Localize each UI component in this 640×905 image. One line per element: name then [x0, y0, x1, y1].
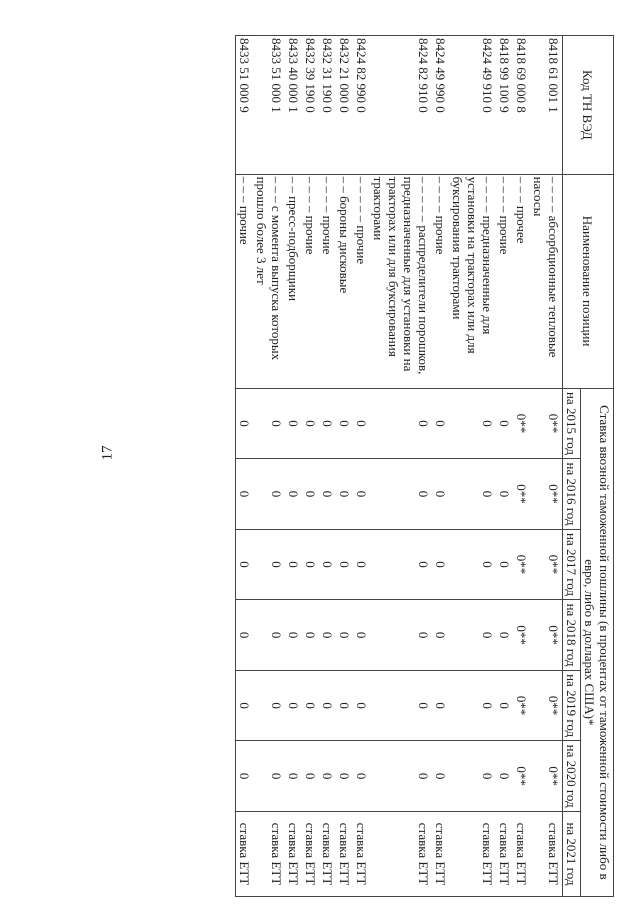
table-row	[513, 36, 530, 897]
row-rate: 0	[496, 600, 513, 671]
row-rate: ставка ЕТТ	[449, 811, 496, 896]
row-rate: 0**	[530, 741, 563, 812]
row-code: 8418 99 100 9	[496, 36, 513, 175]
row-rate: 0**	[513, 529, 530, 600]
table-body	[236, 36, 563, 897]
row-code: 8418 61 001 1	[530, 36, 563, 175]
row-rate: ставка ЕТТ	[285, 811, 302, 896]
row-name: – – – – предназначенные для установки на тракторах или для буксирования тракторами	[449, 174, 496, 388]
header-year: на 2017 год	[563, 529, 581, 600]
header-code: Код ТН ВЭД	[563, 36, 614, 175]
row-rate: ставка ЕТТ	[319, 811, 336, 896]
row-rate: 0**	[530, 529, 563, 600]
row-rate: 0	[449, 741, 496, 812]
row-name: – – бороны дисковые	[336, 174, 353, 388]
row-rate: 0	[353, 529, 370, 600]
row-rate: 0	[302, 388, 319, 459]
row-rate: 0	[370, 529, 432, 600]
row-rate: 0	[353, 670, 370, 741]
row-rate: 0	[236, 670, 254, 741]
row-code: 8432 31 190 0	[319, 36, 336, 175]
row-rate: 0	[302, 600, 319, 671]
table-row	[319, 36, 336, 897]
table-row	[353, 36, 370, 897]
row-name: – – – прочее	[513, 174, 530, 388]
row-rate: 0	[236, 600, 254, 671]
row-rate: 0	[319, 388, 336, 459]
row-rate: 0	[253, 529, 285, 600]
page-number: 17	[99, 445, 116, 461]
row-rate: 0	[236, 529, 254, 600]
header-name: Наименование позиции	[563, 174, 614, 388]
row-rate: 0	[432, 459, 449, 530]
table-row	[496, 36, 513, 897]
row-rate: 0	[336, 388, 353, 459]
row-name: – – – – прочие	[302, 174, 319, 388]
row-rate: 0	[496, 670, 513, 741]
table-row	[432, 36, 449, 897]
header-year: на 2021 год	[563, 811, 581, 896]
row-rate: 0	[496, 388, 513, 459]
row-rate: 0**	[513, 670, 530, 741]
row-rate: 0	[285, 670, 302, 741]
row-rate: 0	[449, 670, 496, 741]
row-rate: 0	[449, 600, 496, 671]
row-rate: 0	[319, 459, 336, 530]
row-code: 8424 82 910 0	[370, 36, 432, 175]
table-row	[236, 36, 254, 897]
table-row	[285, 36, 302, 897]
table-row	[530, 36, 563, 897]
row-rate: 0	[253, 741, 285, 812]
header-year: на 2016 год	[563, 459, 581, 530]
row-rate: ставка ЕТТ	[496, 811, 513, 896]
row-rate: 0	[353, 741, 370, 812]
row-rate: 0	[285, 459, 302, 530]
row-rate: ставка ЕТТ	[302, 811, 319, 896]
row-rate: 0	[319, 670, 336, 741]
row-code: 8424 82 990 0	[353, 36, 370, 175]
row-rate: 0	[370, 388, 432, 459]
row-rate: 0	[353, 388, 370, 459]
row-rate: 0	[336, 741, 353, 812]
table-row	[370, 36, 432, 897]
row-rate: 0**	[530, 670, 563, 741]
row-rate: ставка ЕТТ	[370, 811, 432, 896]
header-year: на 2018 год	[563, 600, 581, 671]
row-rate: 0	[449, 388, 496, 459]
row-code: 8418 69 000 8	[513, 36, 530, 175]
row-rate: 0	[302, 459, 319, 530]
row-rate: 0	[285, 529, 302, 600]
row-rate: 0	[370, 600, 432, 671]
row-rate: 0	[236, 459, 254, 530]
row-rate: 0	[336, 600, 353, 671]
table-row	[449, 36, 496, 897]
row-rate: 0**	[513, 388, 530, 459]
row-rate: 0	[319, 529, 336, 600]
row-rate: 0	[496, 529, 513, 600]
table-row	[253, 36, 285, 897]
row-rate: 0	[432, 741, 449, 812]
row-name: – – пресс-подборщики	[285, 174, 302, 388]
row-rate: ставка ЕТТ	[336, 811, 353, 896]
row-rate: 0	[370, 459, 432, 530]
row-rate: 0	[449, 529, 496, 600]
row-name: – – – с момента выпуска которых прошло более 3 лет	[253, 174, 285, 388]
row-code: 8424 49 910 0	[449, 36, 496, 175]
row-rate: 0	[319, 600, 336, 671]
row-code: 8424 49 990 0	[432, 36, 449, 175]
row-rate: 0**	[513, 600, 530, 671]
row-name: – – – прочие	[236, 174, 254, 388]
row-rate: 0	[432, 529, 449, 600]
row-rate: 0	[432, 670, 449, 741]
row-rate: 0	[370, 670, 432, 741]
row-name: – – – – прочие	[432, 174, 449, 388]
row-rate: 0**	[513, 459, 530, 530]
row-rate: ставка ЕТТ	[530, 811, 563, 896]
header-rate-title: Ставка ввозной таможенной пошлины (в процентах от таможенной стоимости либо в евро, либо в долларах США)*	[581, 388, 614, 896]
row-rate: 0	[370, 741, 432, 812]
row-code: 8432 39 190 0	[302, 36, 319, 175]
row-rate: 0	[336, 670, 353, 741]
header-year: на 2019 год	[563, 670, 581, 741]
row-rate: 0	[432, 388, 449, 459]
row-rate: 0**	[530, 388, 563, 459]
row-name: – – – – – прочие	[353, 174, 370, 388]
row-rate: 0**	[530, 459, 563, 530]
row-rate: 0	[253, 600, 285, 671]
row-code: 8433 40 000 1	[285, 36, 302, 175]
row-rate: 0	[496, 741, 513, 812]
row-rate: 0	[285, 600, 302, 671]
row-rate: ставка ЕТТ	[253, 811, 285, 896]
row-rate: 0	[302, 529, 319, 600]
row-code: 8433 51 000 9	[236, 36, 254, 175]
row-name: – – – – – распределители порошков, предназначенные для установки на тракторах или для буксирования тракторами	[370, 174, 432, 388]
row-rate: 0	[253, 670, 285, 741]
row-rate: 0	[302, 670, 319, 741]
row-rate: ставка ЕТТ	[236, 811, 254, 896]
row-rate: 0	[432, 600, 449, 671]
row-rate: 0	[285, 741, 302, 812]
table-row	[302, 36, 319, 897]
table-row	[336, 36, 353, 897]
row-rate: 0	[253, 459, 285, 530]
header-year: на 2020 год	[563, 741, 581, 812]
row-rate: ставка ЕТТ	[432, 811, 449, 896]
row-rate: 0	[336, 529, 353, 600]
row-rate: ставка ЕТТ	[513, 811, 530, 896]
row-rate: ставка ЕТТ	[353, 811, 370, 896]
row-name: – – – – абсорбционные тепловые насосы	[530, 174, 563, 388]
row-name: – – – – прочие	[319, 174, 336, 388]
row-name: – – – – прочие	[496, 174, 513, 388]
row-rate: 0	[336, 459, 353, 530]
row-rate: 0**	[530, 600, 563, 671]
row-rate: 0	[353, 600, 370, 671]
header-year: на 2015 год	[563, 388, 581, 459]
row-rate: 0	[319, 741, 336, 812]
row-rate: 0	[253, 388, 285, 459]
row-code: 8432 21 000 0	[336, 36, 353, 175]
row-rate: 0	[353, 459, 370, 530]
row-rate: 0	[285, 388, 302, 459]
row-rate: 0	[302, 741, 319, 812]
row-rate: 0	[236, 741, 254, 812]
row-rate: 0	[496, 459, 513, 530]
row-rate: 0**	[513, 741, 530, 812]
row-rate: 0	[449, 459, 496, 530]
row-code: 8433 51 000 1	[253, 36, 285, 175]
tariff-table	[235, 35, 614, 897]
row-rate: 0	[236, 388, 254, 459]
